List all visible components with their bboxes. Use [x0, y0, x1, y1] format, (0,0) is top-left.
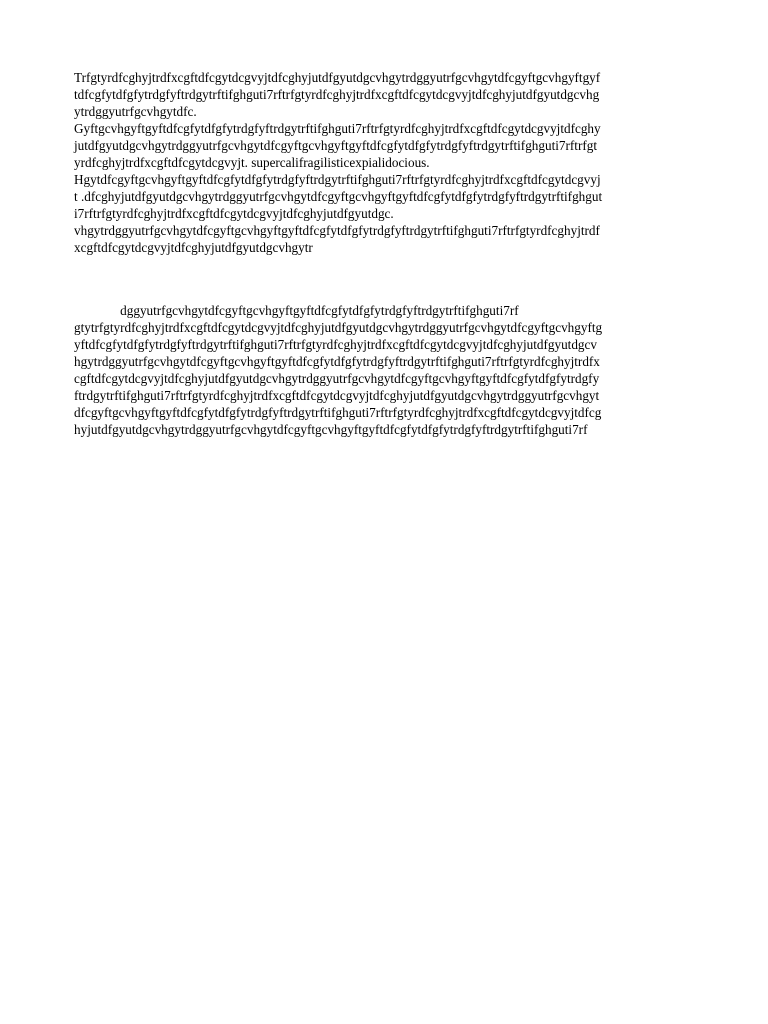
- paragraph-block-1: [74, 69, 696, 256]
- text-line: dfcgyftgcvhgyftgyftdfcgfytdfgfytrdgfyftrdgytrftifghguti7rftrfgtyrdfcghyjtrdfxcgftdfcgytdcgvyjtdfcg: [74, 405, 602, 420]
- text-line: xcgftdfcgytdcgvyjtdfcghyjutdfgyutdgcvhgytr: [74, 240, 313, 255]
- text-line: ytrdggyutrfgcvhgytdfc.: [74, 104, 197, 119]
- text-line: Trfgtyrdfcghyjtrdfxcgftdfcgytdcgvyjtdfcghyjutdfgyutdgcvhgytrdggyutrfgcvhgytdfcgyftgcvhgyftgyf: [74, 70, 601, 85]
- text-line: dggyutrfgcvhgytdfcgyftgcvhgyftgyftdfcgfytdfgfytrdgfyftrdgytrftifghguti7rf: [74, 303, 519, 318]
- text-line: gtytrfgtyrdfcghyjtrdfxcgftdfcgytdcgvyjtdfcghyjutdfgyutdgcvhgytrdggyutrfgcvhgytdfcgyftgcvhgyftg: [74, 320, 603, 335]
- text-line: hgytrdggyutrfgcvhgytdfcgyftgcvhgyftgyftdfcgfytdfgfytrdgfyftrdgytrftifghguti7rftrfgtyrdfcghyjtrdfx: [74, 354, 600, 369]
- text-line: ftrdgytrftifghguti7rftrfgtyrdfcghyjtrdfxcgftdfcgytdcgvyjtdfcghyjutdfgyutdgcvhgytrdggyutrfgcvhgyt: [74, 388, 600, 403]
- text-line: hyjutdfgyutdgcvhgytrdggyutrfgcvhgytdfcgyftgcvhgyftgyftdfcgfytdfgfytrdgfyftrdgytrftifghguti7rf: [74, 422, 588, 437]
- text-line: Gyftgcvhgyftgyftdfcgfytdfgfytrdgfyftrdgytrftifghguti7rftrfgtyrdfcghyjtrdfxcgftdfcgytdcgvyjtdfcghy: [74, 121, 601, 136]
- text-line: i7rftrfgtyrdfcghyjtrdfxcgftdfcgytdcgvyjtdfcghyjutdfgyutdgc.: [74, 206, 394, 221]
- text-line: vhgytrdggyutrfgcvhgytdfcgyftgcvhgyftgyftdfcgfytdfgfytrdgfyftrdgytrftifghguti7rftrfgtyrdfcghyjtrdf: [74, 223, 600, 238]
- text-line: yrdfcghyjtrdfxcgftdfcgytdcgvyjt. supercalifragilisticexpialidocious.: [74, 155, 430, 170]
- text-line: yftdfcgfytdfgfytrdgfyftrdgytrftifghguti7rftrfgtyrdfcghyjtrdfxcgftdfcgytdcgvyjtdfcghyjutdfgyutdgcv: [74, 337, 597, 352]
- text-line: jutdfgyutdgcvhgytrdggyutrfgcvhgytdfcgyftgcvhgyftgyftdfcgfytdfgfytrdgfyftrdgytrftifghguti7rftrfgt: [74, 138, 597, 153]
- text-line: t .dfcghyjutdfgyutdgcvhgytrdggyutrfgcvhgytdfcgyftgcvhgyftgyftdfcgfytdfgfytrdgfyftrdgytrftifghgut: [74, 189, 603, 204]
- text-line: tdfcgfytdfgfytrdgfyftrdgytrftifghguti7rftrfgtyrdfcghyjtrdfxcgftdfcgytdcgvyjtdfcghyjutdfgyutdgcvhg: [74, 87, 600, 102]
- text-line: cgftdfcgytdcgvyjtdfcghyjutdfgyutdgcvhgytrdggyutrfgcvhgytdfcgyftgcvhgyftgyftdfcgfytdfgfytrdgfy: [74, 371, 600, 386]
- paragraph-block-2: [74, 302, 696, 438]
- text-line: Hgytdfcgyftgcvhgyftgyftdfcgfytdfgfytrdgfyftrdgytrftifghguti7rftrfgtyrdfcghyjtrdfxcgftdfcgytdcgvyj: [74, 172, 601, 187]
